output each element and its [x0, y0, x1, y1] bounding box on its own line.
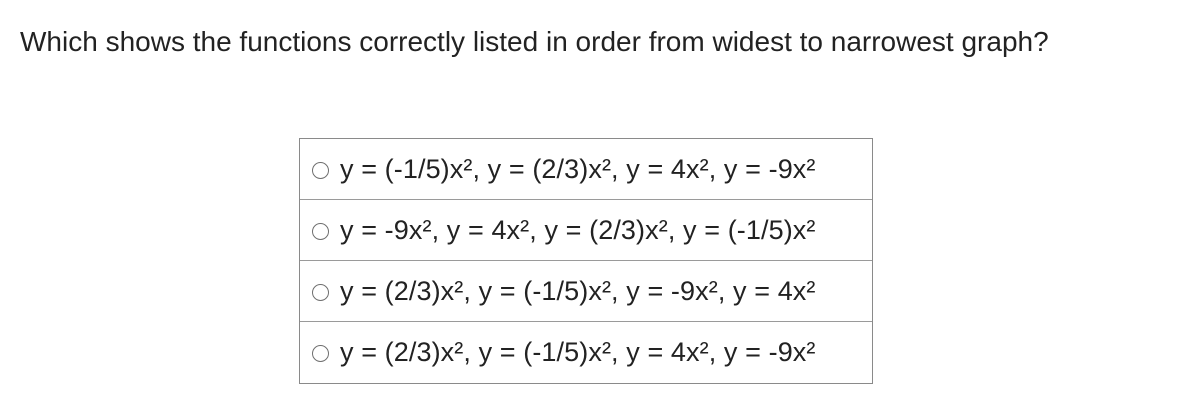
answer-option-1[interactable] — [300, 139, 872, 200]
radio-button-icon[interactable] — [312, 223, 329, 240]
radio-button-icon[interactable] — [312, 345, 329, 362]
answer-option-2[interactable] — [300, 200, 872, 261]
answer-option-label: y = (2/3)x², y = (-1/5)x², y = 4x², y = -9x² — [340, 337, 816, 367]
answer-option-3[interactable] — [300, 261, 872, 322]
answer-option-label: y = (2/3)x², y = (-1/5)x², y = -9x², y = 4x² — [340, 275, 816, 306]
radio-button-icon[interactable] — [312, 284, 329, 301]
answer-options — [299, 138, 873, 384]
answer-option-label: y = (-1/5)x², y = (2/3)x², y = 4x², y = -9x² — [340, 153, 816, 184]
answer-option-label: y = -9x², y = 4x², y = (2/3)x², y = (-1/5)x² — [340, 214, 816, 245]
question-text: Which shows the functions correctly listed in order from widest to narrowest graph? — [20, 26, 1049, 57]
radio-button-icon[interactable] — [312, 162, 329, 179]
answer-option-4[interactable] — [300, 322, 872, 383]
